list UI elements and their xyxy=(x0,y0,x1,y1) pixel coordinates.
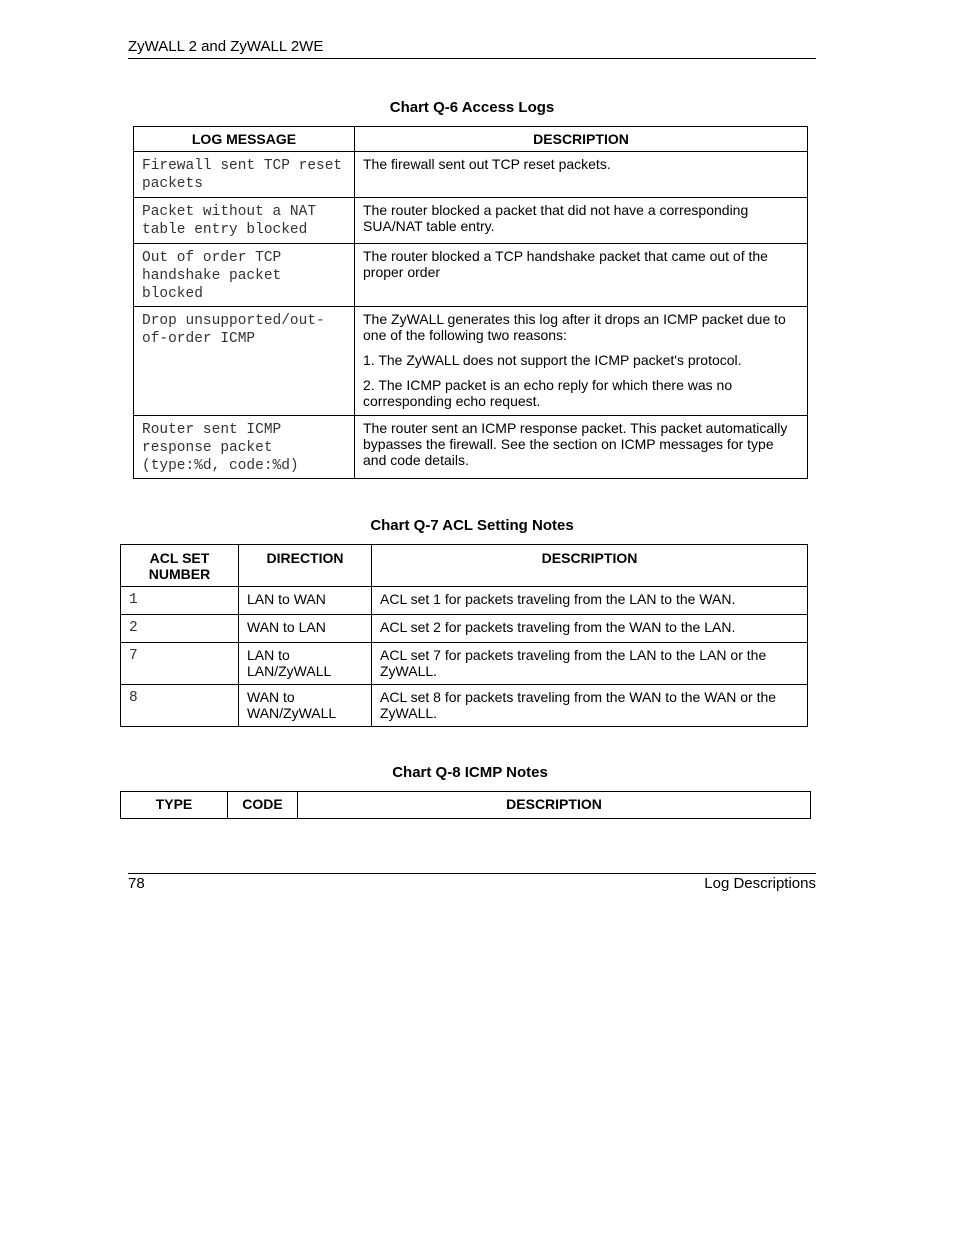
column-header-description: DESCRIPTION xyxy=(355,127,808,152)
description-text: The ZyWALL generates this log after it drops an ICMP packet due to one of the following two reasons: xyxy=(363,311,786,343)
description-text: The firewall sent out TCP reset packets. xyxy=(363,156,611,172)
acl-set-number-cell: 7 xyxy=(121,643,239,685)
table-row xyxy=(121,685,808,727)
table-row xyxy=(134,152,808,198)
column-header-description: DESCRIPTION xyxy=(372,545,808,587)
access-logs-table xyxy=(133,126,808,479)
direction-cell: LAN to LAN/ZyWALL xyxy=(239,643,372,685)
description-cell xyxy=(355,152,808,198)
running-header: ZyWALL 2 and ZyWALL 2WE xyxy=(128,38,816,59)
description-text: 1. The ZyWALL does not support the ICMP packet's protocol. xyxy=(363,352,742,368)
table-header-row xyxy=(121,792,811,819)
acl-set-number-cell: 8 xyxy=(121,685,239,727)
chart-q7-caption: Chart Q-7 ACL Setting Notes xyxy=(370,517,574,534)
description-cell xyxy=(355,416,808,479)
acl-set-number-cell: 2 xyxy=(121,615,239,643)
description-text: 2. The ICMP packet is an echo reply for which there was no corresponding echo request. xyxy=(363,377,733,409)
direction-cell: WAN to LAN xyxy=(239,615,372,643)
icmp-notes-table xyxy=(120,791,811,819)
description-text: The router sent an ICMP response packet. This packet automatically bypasses the firewall. See the section on ICMP messages for type and code details. xyxy=(363,420,788,468)
description-cell: ACL set 1 for packets traveling from the LAN to the WAN. xyxy=(372,587,808,615)
footer-divider xyxy=(128,873,816,874)
description-cell xyxy=(355,244,808,307)
chart-q8-caption: Chart Q-8 ICMP Notes xyxy=(392,764,548,781)
table-row xyxy=(134,416,808,479)
description-cell: ACL set 2 for packets traveling from the WAN to the LAN. xyxy=(372,615,808,643)
table-row xyxy=(121,615,808,643)
page-number: 78 xyxy=(128,875,145,892)
table-row xyxy=(134,307,808,416)
table-row xyxy=(121,587,808,615)
description-cell xyxy=(355,198,808,244)
footer-section-title: Log Descriptions xyxy=(704,875,816,892)
column-header-direction: DIRECTION xyxy=(239,545,372,587)
log-message-cell: Firewall sent TCP reset packets xyxy=(134,152,355,198)
column-header-code: CODE xyxy=(228,792,298,819)
direction-cell: LAN to WAN xyxy=(239,587,372,615)
table-header-row xyxy=(121,545,808,587)
description-cell: ACL set 7 for packets traveling from the LAN to the LAN or the ZyWALL. xyxy=(372,643,808,685)
log-message-cell: Drop unsupported/out-of-order ICMP xyxy=(134,307,355,416)
chart-q6-caption: Chart Q-6 Access Logs xyxy=(389,99,555,116)
log-message-cell: Packet without a NAT table entry blocked xyxy=(134,198,355,244)
description-text: The router blocked a packet that did not have a corresponding SUA/NAT table entry. xyxy=(363,202,749,234)
table-header-row xyxy=(134,127,808,152)
description-cell: ACL set 8 for packets traveling from the WAN to the WAN or the ZyWALL. xyxy=(372,685,808,727)
acl-set-number-cell: 1 xyxy=(121,587,239,615)
direction-cell: WAN to WAN/ZyWALL xyxy=(239,685,372,727)
column-header-description: DESCRIPTION xyxy=(298,792,811,819)
log-message-cell: Router sent ICMP response packet (type:%d, code:%d) xyxy=(134,416,355,479)
table-row xyxy=(134,198,808,244)
column-header-acl-set-number: ACL SET NUMBER xyxy=(121,545,239,587)
description-cell xyxy=(355,307,808,416)
table-row xyxy=(134,244,808,307)
description-text: The router blocked a TCP handshake packet that came out of the proper order xyxy=(363,248,768,280)
log-message-cell: Out of order TCP handshake packet blocked xyxy=(134,244,355,307)
acl-setting-notes-table xyxy=(120,544,808,727)
column-header-type: TYPE xyxy=(121,792,228,819)
table-row xyxy=(121,643,808,685)
column-header-log-message: LOG MESSAGE xyxy=(134,127,355,152)
